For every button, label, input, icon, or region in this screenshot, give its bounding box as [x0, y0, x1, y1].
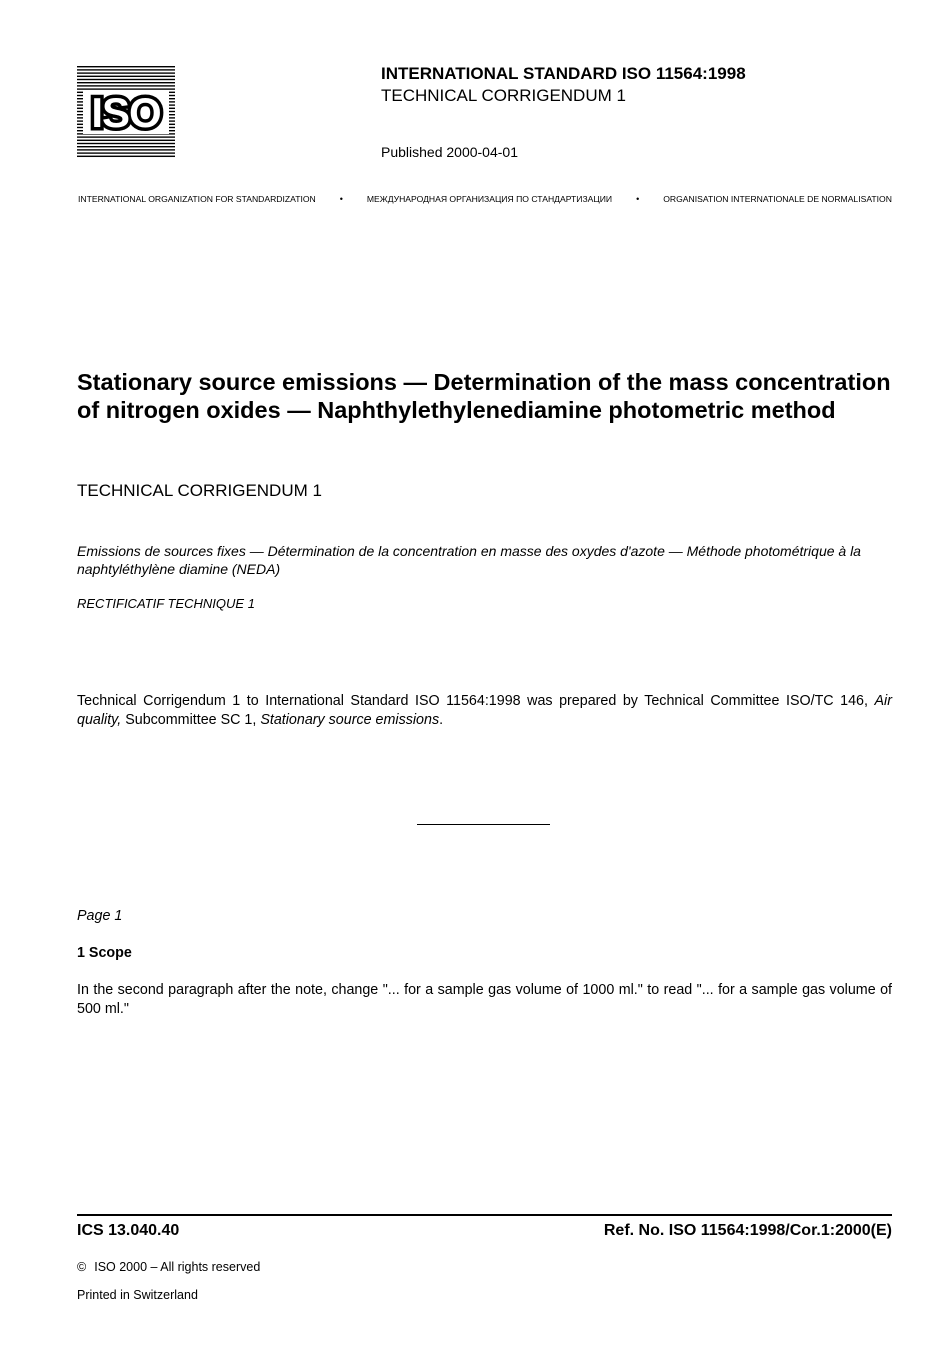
- org-name-french: ORGANISATION INTERNATIONALE DE NORMALISATION: [663, 194, 892, 204]
- published-date: Published 2000-04-01: [381, 144, 518, 160]
- org-separator-2: •: [636, 194, 640, 204]
- iso-logo: [77, 66, 175, 158]
- copyright-symbol: ©: [77, 1260, 87, 1274]
- committee-name: Air quality,: [77, 693, 892, 728]
- iso-logo-text: ISO: [91, 89, 161, 136]
- clause-heading: 1 Scope: [77, 945, 132, 961]
- page-reference: Page 1: [77, 908, 123, 924]
- french-title: Emissions de sources fixes — Détermination de la concentration en masse des oxydes d'azote — Méthode photométrique à la naphtyléthylène diamine (NEDA): [77, 543, 861, 577]
- copyright-text: ISO 2000 – All rights reserved: [94, 1260, 261, 1274]
- technical-corrigendum-label: TECHNICAL CORRIGENDUM 1: [77, 481, 322, 500]
- document-title: Stationary source emissions — Determination of the mass concentration of nitrogen oxides — Naphthylethylenediamine photometric method: [77, 369, 891, 423]
- org-name-english: INTERNATIONAL ORGANIZATION FOR STANDARDIZATION: [78, 194, 316, 204]
- correction-text: In the second paragraph after the note, change "... for a sample gas volume of 1000 ml." to read "... for a sample gas volume of 500 ml.": [77, 982, 892, 1017]
- section-separator: [417, 824, 550, 825]
- copyright-notice: [77, 1259, 260, 1275]
- prep-text-1: Technical Corrigendum 1 to International Standard ISO 11564:1998 was prepared by Technical Committee ISO/TC 146,: [77, 693, 875, 709]
- ics-code: ICS 13.040.40: [77, 1222, 180, 1239]
- org-separator-1: •: [339, 194, 343, 204]
- prep-text-3: .: [439, 712, 444, 728]
- prep-text-2: Subcommittee SC 1,: [121, 712, 261, 728]
- standard-number: INTERNATIONAL STANDARD ISO 11564:1998: [381, 64, 746, 83]
- french-corrigendum-label: RECTIFICATIF TECHNIQUE 1: [77, 596, 255, 611]
- corrigendum-label: TECHNICAL CORRIGENDUM 1: [381, 86, 626, 105]
- subcommittee-name: Stationary source emissions: [260, 712, 440, 728]
- organization-line: [78, 193, 892, 205]
- printed-in: Printed in Switzerland: [77, 1288, 198, 1302]
- footer-rule: [77, 1214, 892, 1216]
- reference-number: Ref. No. ISO 11564:1998/Cor.1:2000(E): [603, 1222, 892, 1239]
- preparation-statement: [77, 692, 892, 730]
- org-name-russian: МЕЖДУНАРОДНАЯ ОРГАНИЗАЦИЯ ПО СТАНДАРТИЗАЦИИ: [366, 194, 613, 204]
